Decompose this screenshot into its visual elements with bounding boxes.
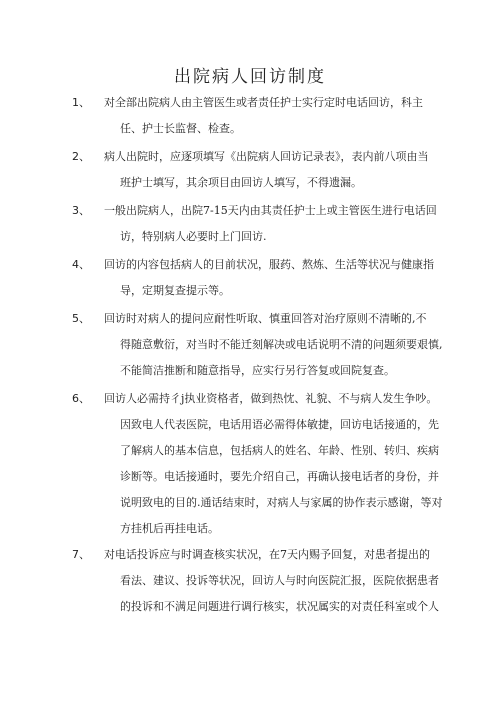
item-number: 6、	[72, 392, 90, 405]
document-title: 出院病人回访制度	[174, 67, 326, 87]
item-line: 回访的内容包括病人的目前状况，服药、熬炼、生活等状况与健康指	[104, 258, 434, 271]
item-number: 2、	[72, 150, 90, 163]
item-number: 3、	[72, 204, 90, 217]
item-line: 了解病人的基本信息，包括病人的姓名、年龄、性别、转归、疾病	[120, 444, 439, 457]
item-line: 回访时对病人的提问应耐性听取、慎重回答对治疗原则不清晰的,不	[104, 312, 427, 325]
item-line: 回访人必需持彳j执业资格者，做到热忱、礼貌、不与病人发生争吵。	[104, 392, 438, 405]
item-number: 4、	[72, 258, 90, 271]
item-line: 导，定期复查提示等。	[120, 284, 230, 297]
item-line: 诊断等。电话接通时，要先介绍自己，再确认接电话者的身份，并	[120, 470, 439, 483]
item-line: 因致电人代表医院，电话用语必需得体敏捷，回访电话接通的，先	[120, 418, 439, 431]
item-line: 说明致电的目的.通话结束时，对病人与家属的协作表示感谢，等对	[120, 496, 443, 509]
item-line: 班护士填写，其余项目由回访人填写，不得遗漏。	[120, 176, 362, 189]
item-line: 得随意敷衍，对当时不能迁刻解决或电话说明不清的问题须要艰慎,	[120, 338, 443, 351]
item-line: 任、护士长监督、检查。	[120, 122, 241, 135]
item-line: 对电话投诉应与时调查核实状况，在7天内赐予回复，对患者提出的	[104, 548, 430, 561]
item-line: 看法、建议、投诉等状况，回访人与时向医院汇报，医院依据患者	[120, 574, 439, 587]
item-number: 7、	[72, 548, 90, 561]
item-line: 方挂机后再挂电话。	[120, 522, 219, 535]
item-number: 1、	[72, 96, 90, 109]
item-line: 不能简洁推断和随意指导，应实行另行答复或回院复查。	[120, 364, 395, 377]
item-line: 对全部出院病人由主管医生或者责任护士实行定时电话回访，科主	[104, 96, 423, 109]
item-line: 一般出院病人，出院7-15天内由其责任护士上或主管医生进行电话回	[104, 204, 437, 217]
item-line: 访，特别病人必要时上门回访.	[120, 230, 267, 243]
item-line: 的投诉和不满足问题进行调行核实，状况属实的对责任科室或个人	[120, 600, 439, 613]
item-number: 5、	[72, 312, 90, 325]
item-line: 病人出院时，应逐项填写《出院病人回访记录表》，表内前八项由当	[104, 150, 429, 163]
